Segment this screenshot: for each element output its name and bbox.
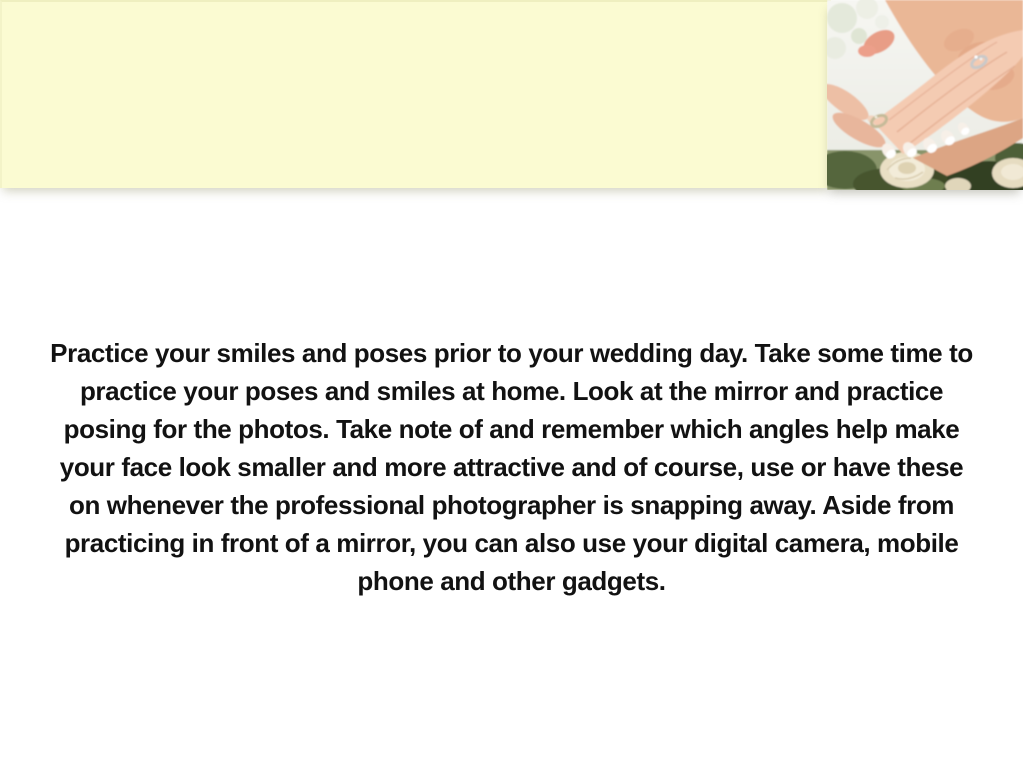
wedding-hands-photo	[827, 0, 1023, 190]
wedding-hands-photo-illustration	[827, 0, 1023, 190]
body-text: Practice your smiles and poses prior to your wedding day. Take some time to practice your poses and smiles at home. Look at the mirror and practice posing for the photos. Take note of and remember which angles help make your face look smaller and more attractive and of course, use or have these on whenever the professional photographer is snapping away. Aside from practicing in front of a mirror, you can also use your digital camera, mobile phone and other gadgets.	[50, 338, 973, 596]
title-banner	[0, 0, 831, 188]
